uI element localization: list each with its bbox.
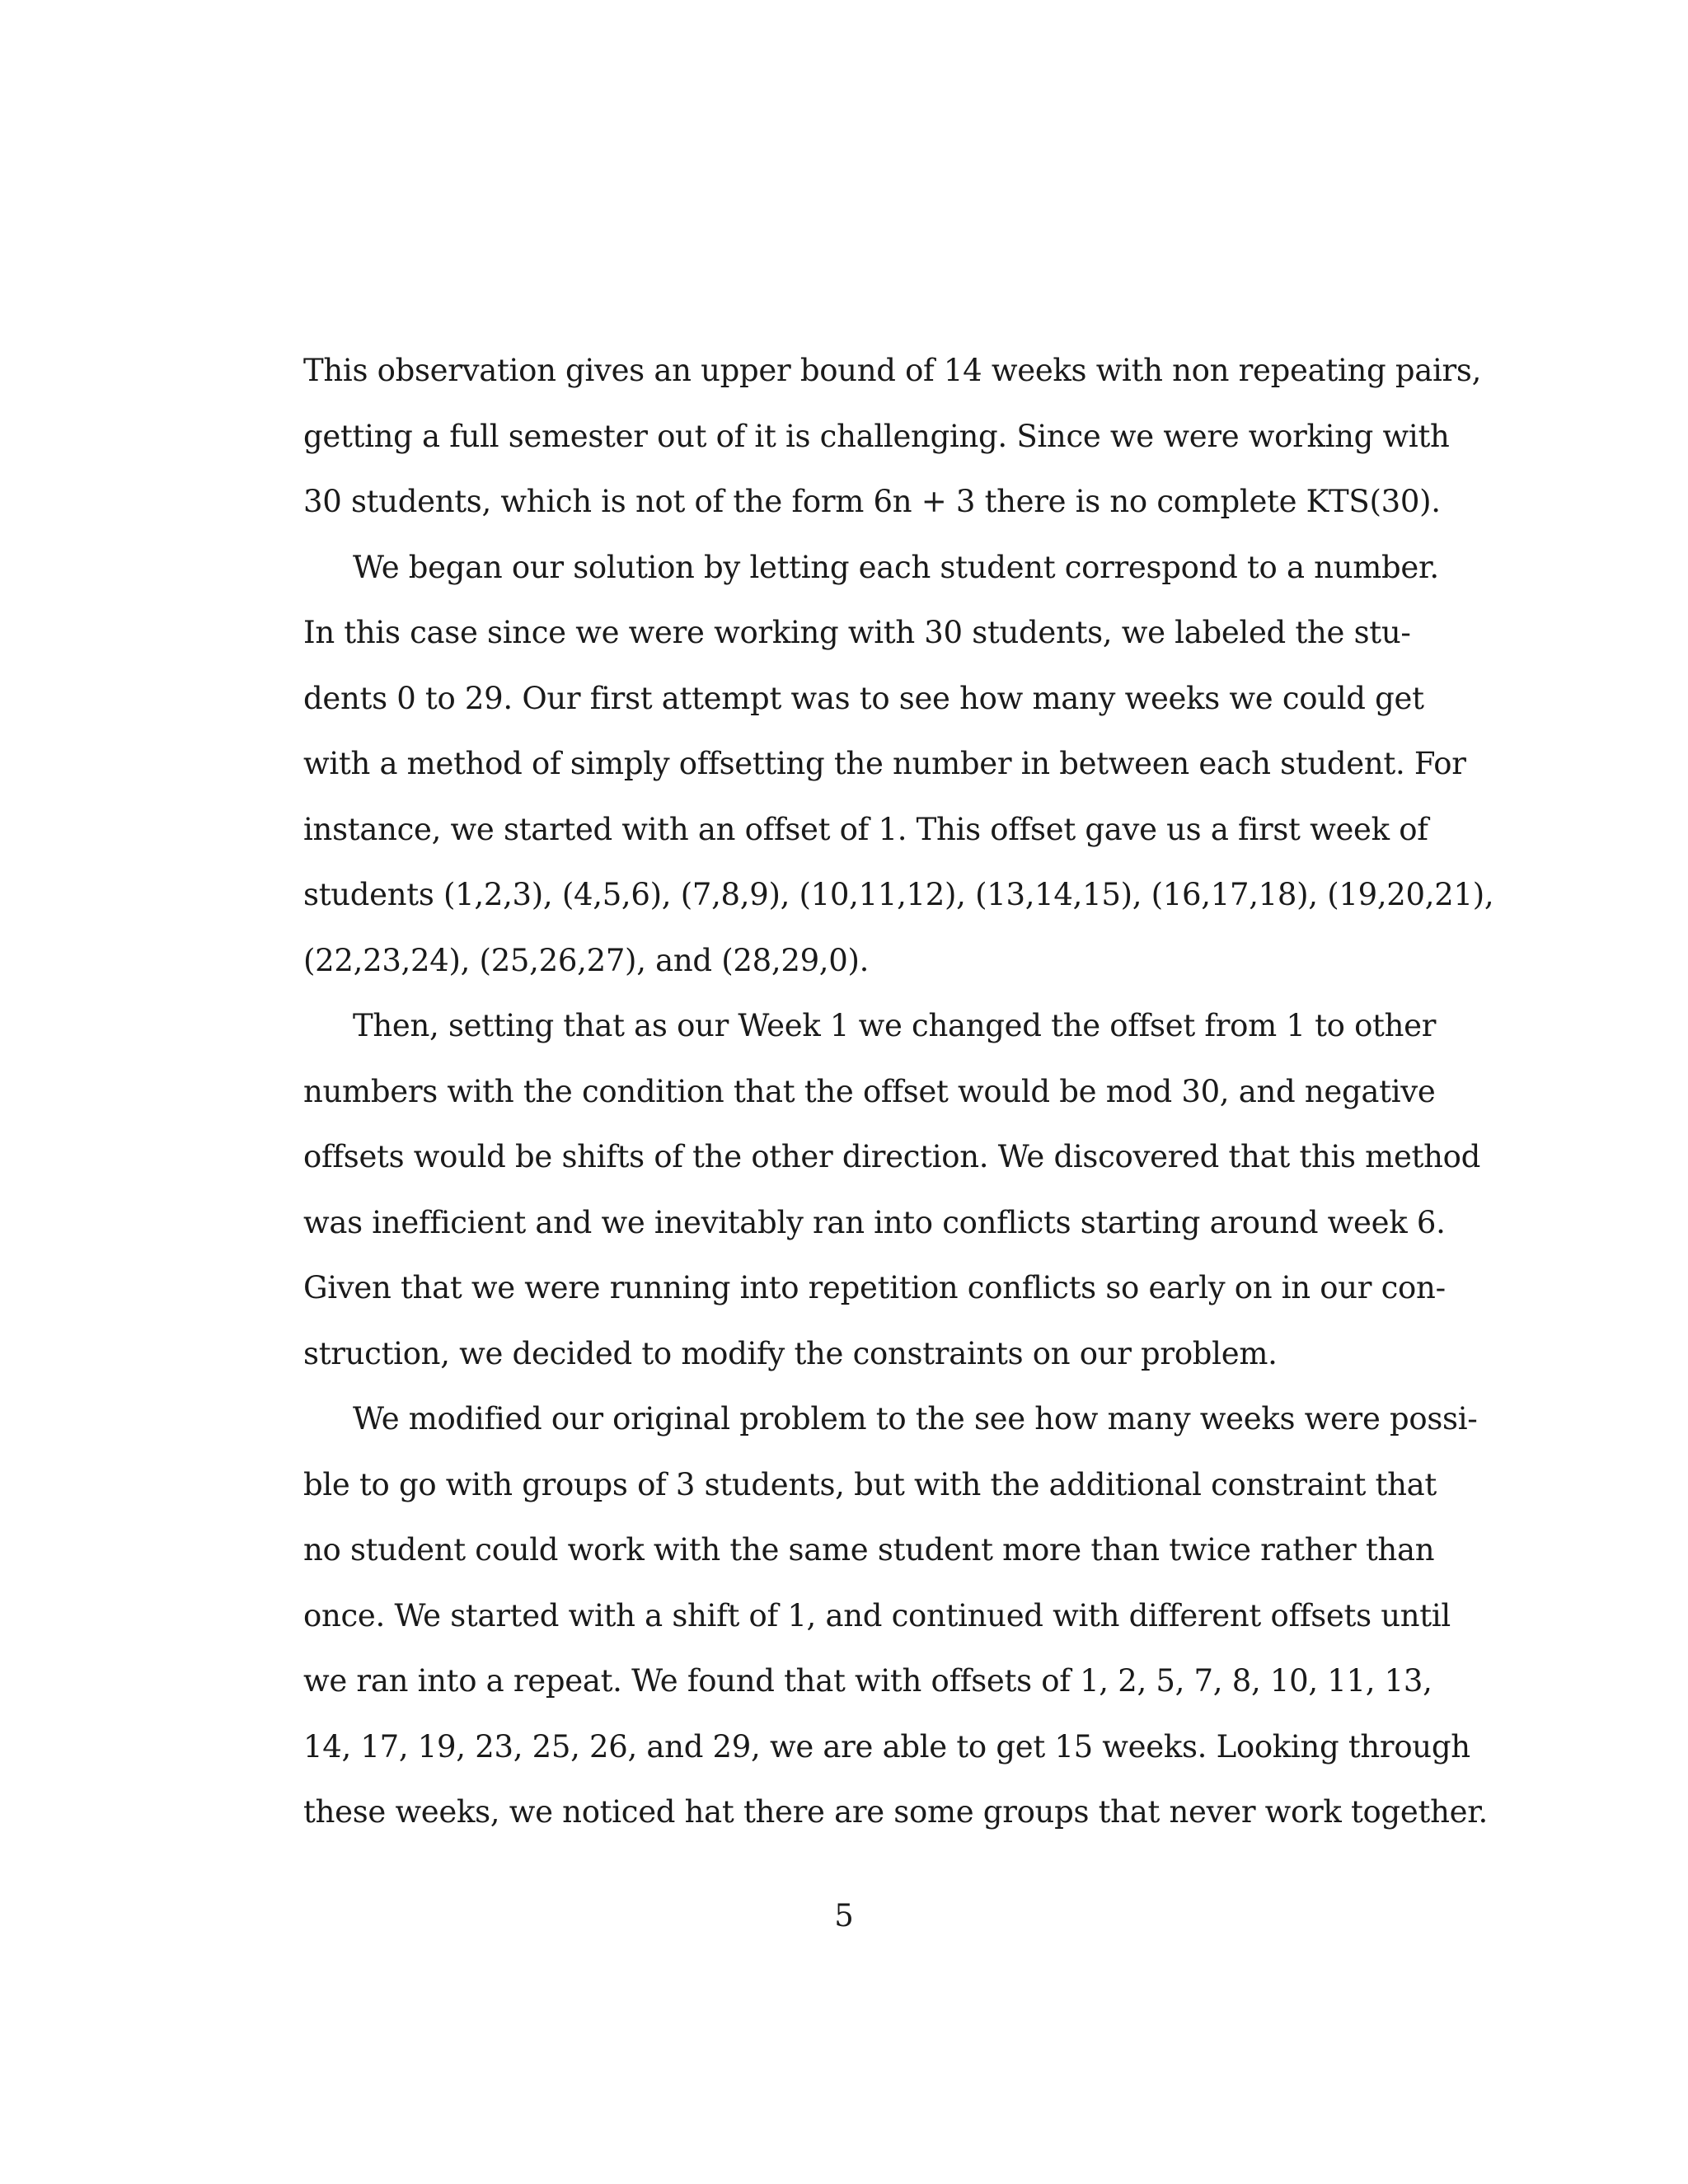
- text-line: students (1,2,3), (4,5,6), (7,8,9), (10,11,12), (13,14,15), (16,17,18), (19,20,21),: [303, 877, 1494, 912]
- text-line: 30 students, which is not of the form 6n + 3 there is no complete KTS(30).: [303, 484, 1441, 519]
- text-line: numbers with the condition that the offset would be mod 30, and negative: [303, 1073, 1436, 1109]
- body-text: [303, 338, 1494, 1845]
- text-line: no student could work with the same student more than twice rather than: [303, 1532, 1435, 1568]
- text-line: We modified our original problem to the see how many weeks were possi-: [353, 1401, 1478, 1436]
- text-line: (22,23,24), (25,26,27), and (28,29,0).: [303, 942, 870, 978]
- text-line: In this case since we were working with 30 students, we labeled the stu-: [303, 615, 1411, 650]
- text-line: was inefficient and we inevitably ran into conflicts starting around week 6.: [303, 1204, 1446, 1240]
- text-line: once. We started with a shift of 1, and continued with different offsets until: [303, 1597, 1451, 1633]
- text-line: Given that we were running into repetition conflicts so early on in our con-: [303, 1270, 1446, 1305]
- page-number: 5: [834, 1898, 854, 1933]
- text-line: these weeks, we noticed hat there are some groups that never work together.: [303, 1794, 1488, 1830]
- text-line: with a method of simply offsetting the number in between each student. For: [303, 746, 1466, 781]
- text-line: This observation gives an upper bound of 14 weeks with non repeating pairs,: [303, 353, 1482, 388]
- text-line: struction, we decided to modify the constraints on our problem.: [303, 1335, 1278, 1371]
- text-line: ble to go with groups of 3 students, but with the additional constraint that: [303, 1466, 1437, 1502]
- text-line: offsets would be shifts of the other direction. We discovered that this method: [303, 1139, 1481, 1174]
- text-line: We began our solution by letting each student correspond to a number.: [353, 549, 1439, 585]
- text-line: instance, we started with an offset of 1. This offset gave us a first week of: [303, 811, 1428, 847]
- text-line: dents 0 to 29. Our first attempt was to see how many weeks we could get: [303, 680, 1424, 716]
- text-line: getting a full semester out of it is challenging. Since we were working with: [303, 418, 1450, 454]
- text-line: Then, setting that as our Week 1 we changed the offset from 1 to other: [353, 1008, 1437, 1043]
- text-line: 14, 17, 19, 23, 25, 26, and 29, we are able to get 15 weeks. Looking through: [303, 1728, 1470, 1765]
- text-line: we ran into a repeat. We found that with offsets of 1, 2, 5, 7, 8, 10, 11, 13,: [303, 1663, 1432, 1699]
